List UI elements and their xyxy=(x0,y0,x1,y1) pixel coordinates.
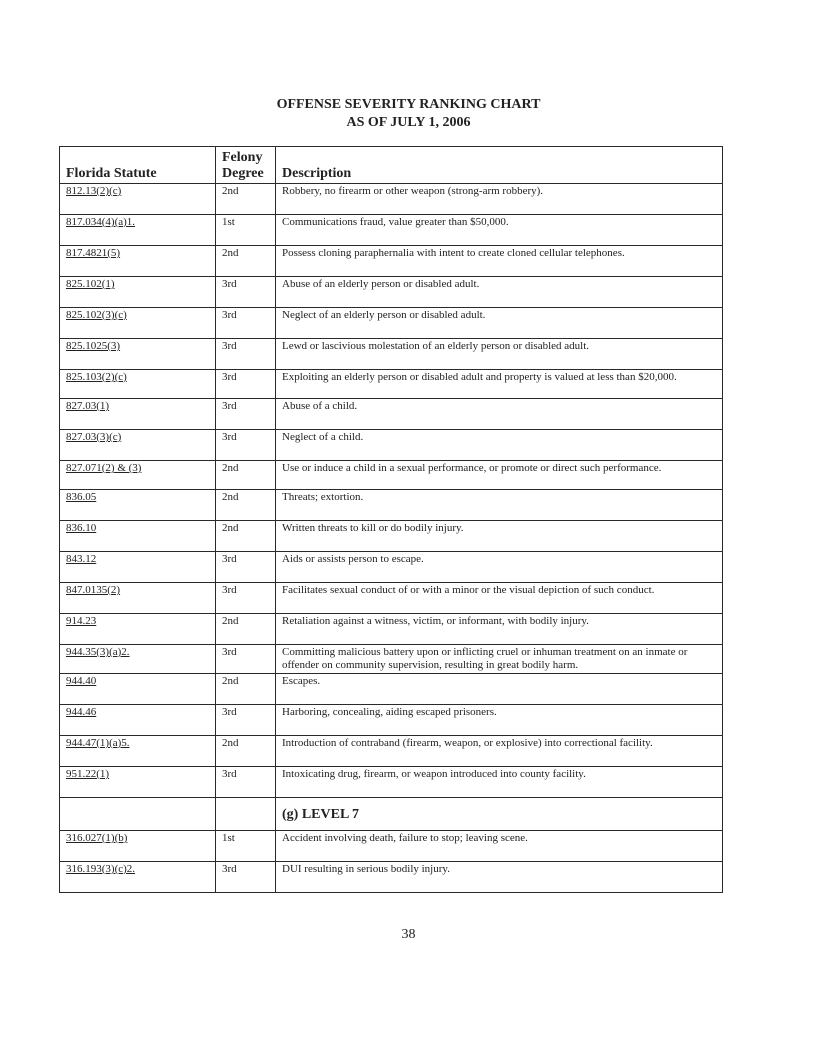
level-heading: (g) LEVEL 7 xyxy=(276,798,723,831)
table-row xyxy=(60,736,723,767)
statute-cell xyxy=(60,674,216,705)
statute-link[interactable]: 951.22(1) xyxy=(66,768,110,780)
table-row xyxy=(60,430,723,461)
table-row xyxy=(60,674,723,705)
statute-link[interactable]: 843.12 xyxy=(66,553,97,565)
statute-cell xyxy=(60,308,216,339)
table-header-row xyxy=(60,147,723,184)
statute-link[interactable]: 316.027(1)(b) xyxy=(66,832,128,844)
description-cell: Abuse of an elderly person or disabled adult. xyxy=(276,277,723,308)
degree-cell: 2nd xyxy=(216,736,276,767)
document-subtitle: AS OF JULY 1, 2006 xyxy=(346,115,471,130)
statute-cell xyxy=(60,767,216,798)
statute-link[interactable]: 812.13(2)(c) xyxy=(66,185,122,197)
statute-link[interactable]: 944.46 xyxy=(66,706,97,718)
offense-ranking-table xyxy=(59,146,723,893)
description-cell: Abuse of a child. xyxy=(276,399,723,430)
degree-cell: 3rd xyxy=(216,767,276,798)
degree-cell: 3rd xyxy=(216,430,276,461)
statute-link[interactable]: 827.03(1) xyxy=(66,400,110,412)
description-cell: Threats; extortion. xyxy=(276,490,723,521)
statute-link[interactable]: 827.071(2) & (3) xyxy=(66,462,142,474)
degree-cell: 2nd xyxy=(216,490,276,521)
description-cell: Neglect of an elderly person or disabled adult. xyxy=(276,308,723,339)
table-row xyxy=(60,184,723,215)
statute-link[interactable]: 825.102(1) xyxy=(66,278,115,290)
degree-cell: 3rd xyxy=(216,645,276,674)
statute-cell xyxy=(60,339,216,370)
statute-cell xyxy=(60,490,216,521)
table-row xyxy=(60,767,723,798)
table-row xyxy=(60,277,723,308)
table-row xyxy=(60,521,723,552)
statute-cell xyxy=(60,736,216,767)
statute-cell xyxy=(60,831,216,862)
header-florida-statute: Florida Statute xyxy=(60,147,216,184)
table-row xyxy=(60,399,723,430)
degree-cell: 3rd xyxy=(216,705,276,736)
document-title: OFFENSE SEVERITY RANKING CHART xyxy=(276,97,541,112)
degree-cell: 2nd xyxy=(216,184,276,215)
degree-cell: 3rd xyxy=(216,583,276,614)
description-cell: Lewd or lascivious molestation of an elderly person or disabled adult. xyxy=(276,339,723,370)
description-cell: Possess cloning paraphernalia with intent to create cloned cellular telephones. xyxy=(276,246,723,277)
description-cell: DUI resulting in serious bodily injury. xyxy=(276,862,723,893)
statute-cell xyxy=(60,246,216,277)
table-row xyxy=(60,339,723,370)
table-row xyxy=(60,490,723,521)
table-row xyxy=(60,614,723,645)
table-row xyxy=(60,308,723,339)
page-number: 38 xyxy=(401,927,416,942)
description-cell: Accident involving death, failure to stop; leaving scene. xyxy=(276,831,723,862)
degree-cell: 3rd xyxy=(216,370,276,399)
statute-link[interactable]: 944.47(1)(a)5. xyxy=(66,737,130,749)
degree-cell: 2nd xyxy=(216,614,276,645)
statute-cell xyxy=(60,370,216,399)
degree-cell: 3rd xyxy=(216,339,276,370)
statute-link[interactable]: 817.034(4)(a)1. xyxy=(66,216,136,228)
table-row xyxy=(60,645,723,674)
statute-link[interactable]: 817.4821(5) xyxy=(66,247,121,259)
header-description: Description xyxy=(276,147,723,184)
statute-cell xyxy=(60,583,216,614)
degree-cell: 3rd xyxy=(216,862,276,893)
description-cell: Intoxicating drug, firearm, or weapon introduced into county facility. xyxy=(276,767,723,798)
statute-link[interactable]: 836.05 xyxy=(66,491,97,503)
description-cell: Committing malicious battery upon or inflicting cruel or inhuman treatment on an inmate or offender on community supervision, resulting in great bodily harm. xyxy=(276,645,723,674)
statute-link[interactable]: 827.03(3)(c) xyxy=(66,431,122,443)
table-row xyxy=(60,831,723,862)
statute-link[interactable]: 914.23 xyxy=(66,615,97,627)
statute-link[interactable]: 825.1025(3) xyxy=(66,340,121,352)
description-cell: Introduction of contraband (firearm, weapon, or explosive) into correctional facility. xyxy=(276,736,723,767)
degree-cell: 3rd xyxy=(216,552,276,583)
degree-cell: 3rd xyxy=(216,399,276,430)
degree-cell: 1st xyxy=(216,215,276,246)
empty-cell xyxy=(216,798,276,831)
statute-link[interactable]: 944.35(3)(a)2. xyxy=(66,646,130,658)
description-cell: Use or induce a child in a sexual performance, or promote or direct such performance. xyxy=(276,461,723,490)
degree-cell: 3rd xyxy=(216,277,276,308)
description-cell: Neglect of a child. xyxy=(276,430,723,461)
table-row xyxy=(60,552,723,583)
table-row xyxy=(60,246,723,277)
statute-cell xyxy=(60,461,216,490)
description-cell: Communications fraud, value greater than $50,000. xyxy=(276,215,723,246)
degree-cell: 3rd xyxy=(216,308,276,339)
level-heading-row xyxy=(60,798,723,831)
description-cell: Written threats to kill or do bodily injury. xyxy=(276,521,723,552)
degree-cell: 1st xyxy=(216,831,276,862)
statute-cell xyxy=(60,277,216,308)
description-cell: Retaliation against a witness, victim, or informant, with bodily injury. xyxy=(276,614,723,645)
statute-link[interactable]: 944.40 xyxy=(66,675,97,687)
description-cell: Escapes. xyxy=(276,674,723,705)
statute-link[interactable]: 825.103(2)(c) xyxy=(66,371,127,383)
degree-cell: 2nd xyxy=(216,521,276,552)
degree-cell: 2nd xyxy=(216,246,276,277)
header-felony-degree: Felony Degree xyxy=(216,147,276,184)
statute-cell xyxy=(60,614,216,645)
empty-cell xyxy=(60,798,216,831)
statute-cell xyxy=(60,184,216,215)
statute-cell xyxy=(60,521,216,552)
table-row xyxy=(60,370,723,399)
statute-cell xyxy=(60,705,216,736)
statute-link[interactable]: 836.10 xyxy=(66,522,97,534)
table-row xyxy=(60,461,723,490)
statute-link[interactable]: 316.193(3)(c)2. xyxy=(66,863,136,875)
table-row xyxy=(60,862,723,893)
description-cell: Facilitates sexual conduct of or with a minor or the visual depiction of such conduct. xyxy=(276,583,723,614)
degree-cell: 2nd xyxy=(216,674,276,705)
statute-cell xyxy=(60,645,216,674)
description-cell: Harboring, concealing, aiding escaped prisoners. xyxy=(276,705,723,736)
description-cell: Robbery, no firearm or other weapon (strong-arm robbery). xyxy=(276,184,723,215)
statute-link[interactable]: 825.102(3)(c) xyxy=(66,309,127,321)
statute-cell xyxy=(60,215,216,246)
statute-cell xyxy=(60,430,216,461)
table-row xyxy=(60,215,723,246)
statute-link[interactable]: 847.0135(2) xyxy=(66,584,121,596)
degree-cell: 2nd xyxy=(216,461,276,490)
description-cell: Exploiting an elderly person or disabled adult and property is valued at less than $20,000. xyxy=(276,370,723,399)
table-body xyxy=(60,184,723,893)
statute-cell xyxy=(60,552,216,583)
statute-cell xyxy=(60,399,216,430)
table-row xyxy=(60,705,723,736)
statute-cell xyxy=(60,862,216,893)
description-cell: Aids or assists person to escape. xyxy=(276,552,723,583)
table-row xyxy=(60,583,723,614)
